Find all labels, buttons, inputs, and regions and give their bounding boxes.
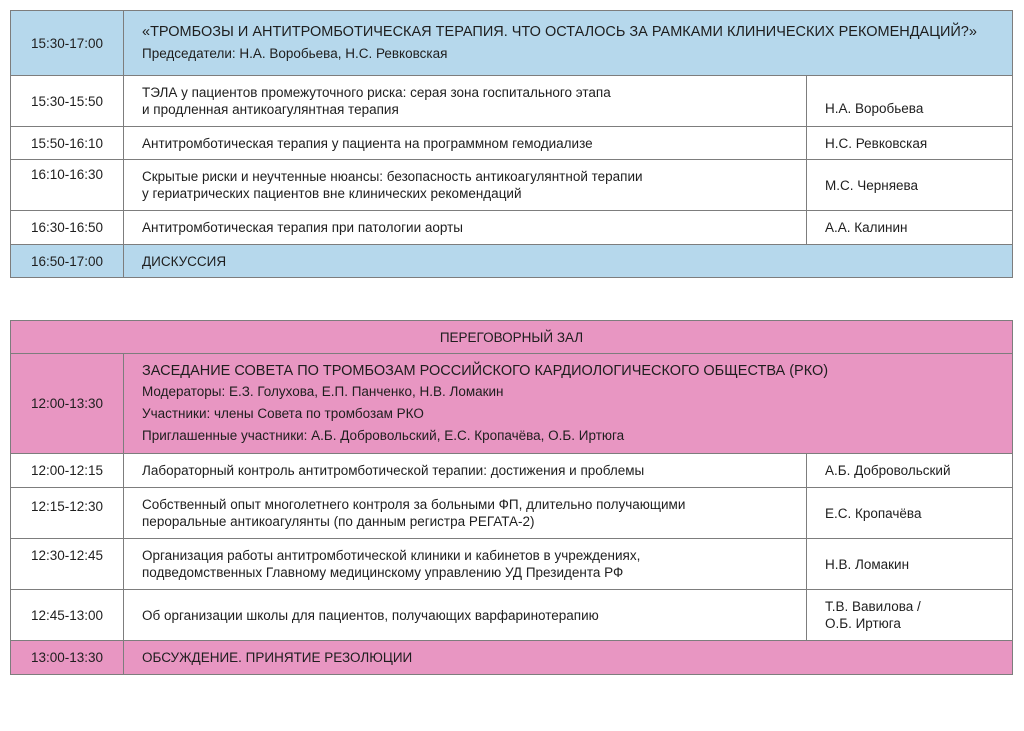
talk-row [11,211,1013,245]
talk-topic-line: у гериатрических пациентов вне клинических рекомендаций [142,186,522,201]
talk-topic-line: и продленная антикоагулянтная терапия [142,102,399,117]
talk-speaker-line: Н.С. Ревковская [824,135,928,151]
closing-row [11,245,1013,278]
talk-topic-line: Собственный опыт многолетнего контроля за больными ФП, длительно получающими [142,497,686,512]
session-header-row [11,354,1013,454]
session-info-line: Приглашенные участники: А.Б. Добровольский, Е.С. Кропачёва, О.Б. Иртюга [142,428,625,443]
talk-topic [124,127,807,160]
talk-speaker-line: Н.А. Воробьева [824,100,924,116]
talk-topic [124,160,807,211]
talk-topic [124,454,807,488]
talk-topic-line: пероральные антикоагулянты (по данным регистра РЕГАТА-2) [142,514,535,529]
room-row [11,321,1013,354]
talk-speaker [806,160,1012,211]
talk-time: 16:10-16:30 [11,160,124,211]
talk-topic [124,488,807,539]
room-title: ПЕРЕГОВОРНЫЙ ЗАЛ [11,321,1013,354]
talk-speaker-line: А.Б. Добровольский [824,463,951,478]
talk-topic-line: Антитромботическая терапия у пациента на программном гемодиализе [142,135,593,151]
talk-row [11,590,1013,641]
session-info-line: Модераторы: Е.З. Голухова, Е.П. Панченко, Н.В. Ломакин [142,384,504,399]
session-title: ЗАСЕДАНИЕ СОВЕТА ПО ТРОМБОЗАМ РОССИЙСКОГО КАРДИОЛОГИЧЕСКОГО ОБЩЕСТВА (РКО) [142,363,829,379]
session-time: 12:00-13:30 [11,354,124,454]
talk-topic [124,211,807,245]
session-header-row [11,11,1013,76]
talk-speaker [806,76,1012,127]
session-header-cell [124,354,1013,454]
session-table-2 [10,320,1013,675]
talk-topic [124,539,807,590]
closing-time: 16:50-17:00 [11,245,124,278]
talk-row [11,160,1013,211]
talk-speaker-line: Н.В. Ломакин [824,556,910,572]
talk-topic-line: Организация работы антитромботической клиники и кабинетов в учреждениях, [142,548,641,563]
talk-topic [124,590,807,641]
talk-row [11,539,1013,590]
session-info-line: Участники: члены Совета по тромбозам РКО [142,406,424,421]
talk-time: 12:15-12:30 [11,488,124,539]
talk-speaker [806,454,1012,488]
talk-topic-line: Скрытые риски и неучтенные нюансы: безопасность антикоагулянтной терапии [142,169,643,184]
talk-time: 12:45-13:00 [11,590,124,641]
talk-topic-line: ТЭЛА у пациентов промежуточного риска: серая зона госпитального этапа [142,85,611,100]
session-chairs: Председатели: Н.А. Воробьева, Н.С. Ревковская [142,46,448,61]
talk-time: 15:50-16:10 [11,127,124,160]
talk-speaker [806,211,1012,245]
talk-speaker-line: М.С. Черняева [824,177,919,193]
talk-speaker [806,488,1012,539]
talk-speaker-line: Е.С. Кропачёва [824,505,922,521]
closing-label: ДИСКУССИЯ [124,245,1013,278]
talk-time: 16:30-16:50 [11,211,124,245]
talk-speaker [806,127,1012,160]
session-time: 15:30-17:00 [11,11,124,76]
talk-topic-line: Лабораторный контроль антитромботической терапии: достижения и проблемы [142,463,645,478]
talk-row [11,454,1013,488]
session-header-cell [124,11,1013,76]
talk-speaker [806,539,1012,590]
talk-speaker-line: О.Б. Иртюга [824,616,901,631]
session-table-1 [10,10,1013,278]
talk-speaker [806,590,1012,641]
talk-row [11,76,1013,127]
closing-time: 13:00-13:30 [11,641,124,675]
talk-topic-line: Антитромботическая терапия при патологии аорты [142,220,463,235]
closing-label: ОБСУЖДЕНИЕ. ПРИНЯТИЕ РЕЗОЛЮЦИИ [124,641,1013,675]
talk-topic [124,76,807,127]
talk-time: 12:30-12:45 [11,539,124,590]
talk-row [11,127,1013,160]
talk-time: 15:30-15:50 [11,76,124,127]
talk-topic-line: подведомственных Главному медицинскому управлению УД Президента РФ [142,565,624,580]
closing-row [11,641,1013,675]
talk-time: 12:00-12:15 [11,454,124,488]
talk-speaker-line: Т.В. Вавилова / [824,599,921,614]
session-title: «ТРОМБОЗЫ И АНТИТРОМБОТИЧЕСКАЯ ТЕРАПИЯ. ЧТО ОСТАЛОСЬ ЗА РАМКАМИ КЛИНИЧЕСКИХ РЕКОМЕНДАЦИЙ?» [142,24,977,40]
talk-row [11,488,1013,539]
talk-topic-line: Об организации школы для пациентов, получающих варфаринотерапию [142,607,599,623]
talk-speaker-line: А.А. Калинин [824,220,908,235]
